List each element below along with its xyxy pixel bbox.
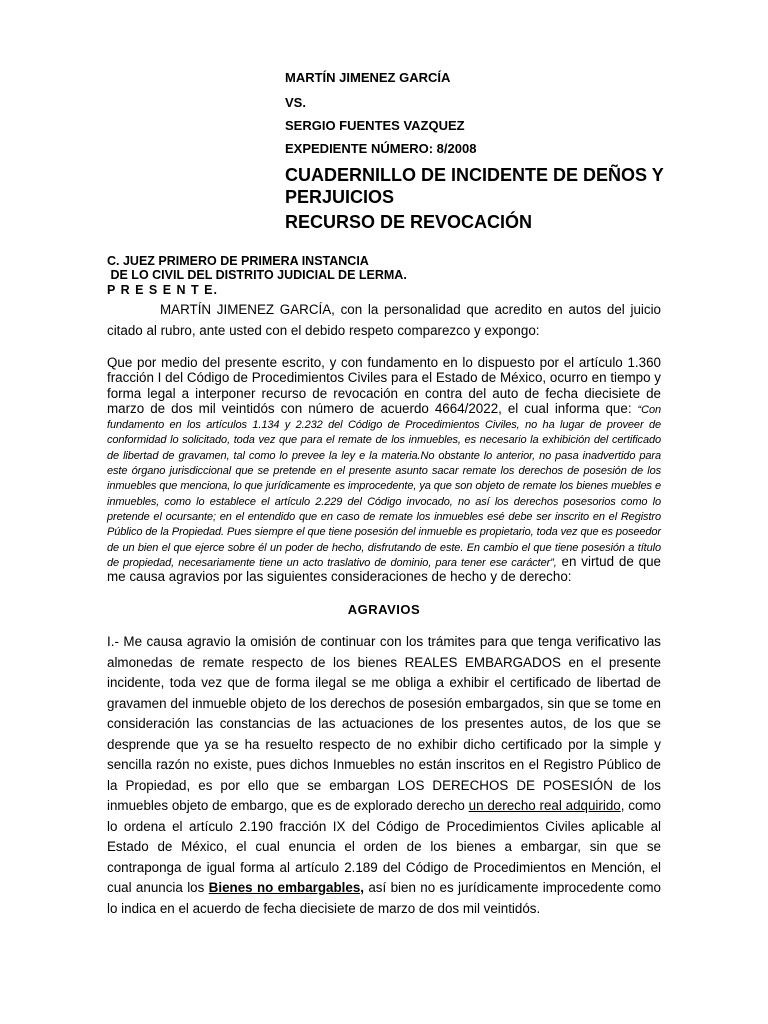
intro-paragraph <box>107 300 661 341</box>
addressee-line-1: C. JUEZ PRIMERO DE PRIMERA INSTANCIA <box>107 254 369 268</box>
agravio-underlined-text: un derecho real adquirido <box>468 798 621 813</box>
file-number: EXPEDIENTE NÚMERO: 8/2008 <box>285 141 477 156</box>
addressee-line-3: P R E S E N T E. <box>107 283 218 297</box>
addressee-line-2: DE LO CIVIL DEL DISTRITO JUDICIAL DE LERMA. <box>107 268 407 282</box>
agravio-paragraph <box>107 632 661 919</box>
intro-text: MARTÍN JIMENEZ GARCÍA, con la personalidad que acredito en autos del juicio citado al rubro, ante usted con el debido respeto comparezco y expongo: <box>107 302 661 338</box>
body-paragraph <box>107 355 661 584</box>
defendant-name: SERGIO FUENTES VAZQUEZ <box>285 118 465 133</box>
agravio-text-1: I.- Me causa agravio la omisión de continuar con los trámites para que tenga verificativo las almonedas de remate respecto de los bienes REALES EMBARGADOS en el presente incidente, toda vez que de forma ilegal se me obliga a exhibir el certificado de libertad de gravamen del inmueble objeto de los derechos de posesión embargados, sin que se tome en consideración las constancias de las actuaciones de los presentes autos, de los que se desprende que ya se ha resuelto respecto de no exhibir dicho certificado por la simple y sencilla razón no existe, pues dichos Inmuebles no están inscritos en el Registro Público de la Propiedad, es por ello que se embargan LOS DERECHOS DE POSESIÓN de los inmuebles objeto de embargo, que es de explorado derecho <box>107 634 661 813</box>
versus-label: VS. <box>285 95 306 110</box>
agravio-text-2: , como lo ordena el artículo 2.190 fracción IX del Código de Procedimientos Civiles aplicable al Estado de México, el cual enuncia el orden de los bienes a embargar, sin que se contraponga de igual forma al artículo 2.189 del Código de Procedimientos en Mención, el cual anuncia los <box>107 798 661 895</box>
body-lead-text: Que por medio del presente escrito, y con fundamento en lo dispuesto por el artículo 1.360 fracción I del Código de Procedimientos Civiles para el Estado de México, ocurro en tiempo y forma legal a interponer recurso de revocación en contra del auto de fecha diecisiete de marzo de dos mil veintidós con número de acuerdo 4664/2022, el cual informa que: <box>107 355 661 416</box>
agravio-text-3: así bien no es jurídicamente improcedente como lo indica en el acuerdo de fecha diecisiete de marzo de dos mil veintidós. <box>107 880 661 916</box>
agravios-heading: AGRAVIOS <box>347 602 421 617</box>
agravio-bold-underlined-text: Bienes no embargables, <box>208 880 364 895</box>
quoted-ruling: “Con fundamento en los artículos 1.134 y 2.232 del Código de Procedimientos Civiles, no ha lugar de proveer de conformidad lo solicitado, toda vez que para el remate de los inmuebles, es necesario la exhibición del certificado de libertad de gravamen, tal como lo prevee la ley e la materia.No obstante lo anterior, no pasa inadvertido para este órgano jurisdiccional que se pretende en el presente asunto sacar remate los derechos de posesión de los inmuebles que menciona, lo que jurídicamente es improcedente, ya que son objeto de remate los bienes muebles e inmuebles, como lo establece el artículo 2.229 del Código invocado, no así los derechos posesorios como lo pretende el ocursante; en el entendido que en caso de remate los inmuebles esé debe ser inscrito en el Registro Público de la Propiedad. Pues siempre el que tiene posesión del inmueble es propietario, toda vez que es poseedor de un bien el que ejerce sobre él un poder de hecho, disfrutando de este. En cambio el que tiene posesión a título de propiedad, necesariamente tiene un acto traslativo de dominio, para tener ese carácter”, <box>107 403 661 569</box>
incident-title: CUADERNILLO DE INCIDENTE DE DEÑOS Y PERJUICIOS <box>285 165 664 207</box>
appeal-title: RECURSO DE REVOCACIÓN <box>285 212 533 232</box>
body-tail-text: en virtud de que me causa agravios por las siguientes consideraciones de hecho y de derecho: <box>107 553 661 585</box>
plaintiff-name: MARTÍN JIMENEZ GARCÍA <box>285 70 451 85</box>
